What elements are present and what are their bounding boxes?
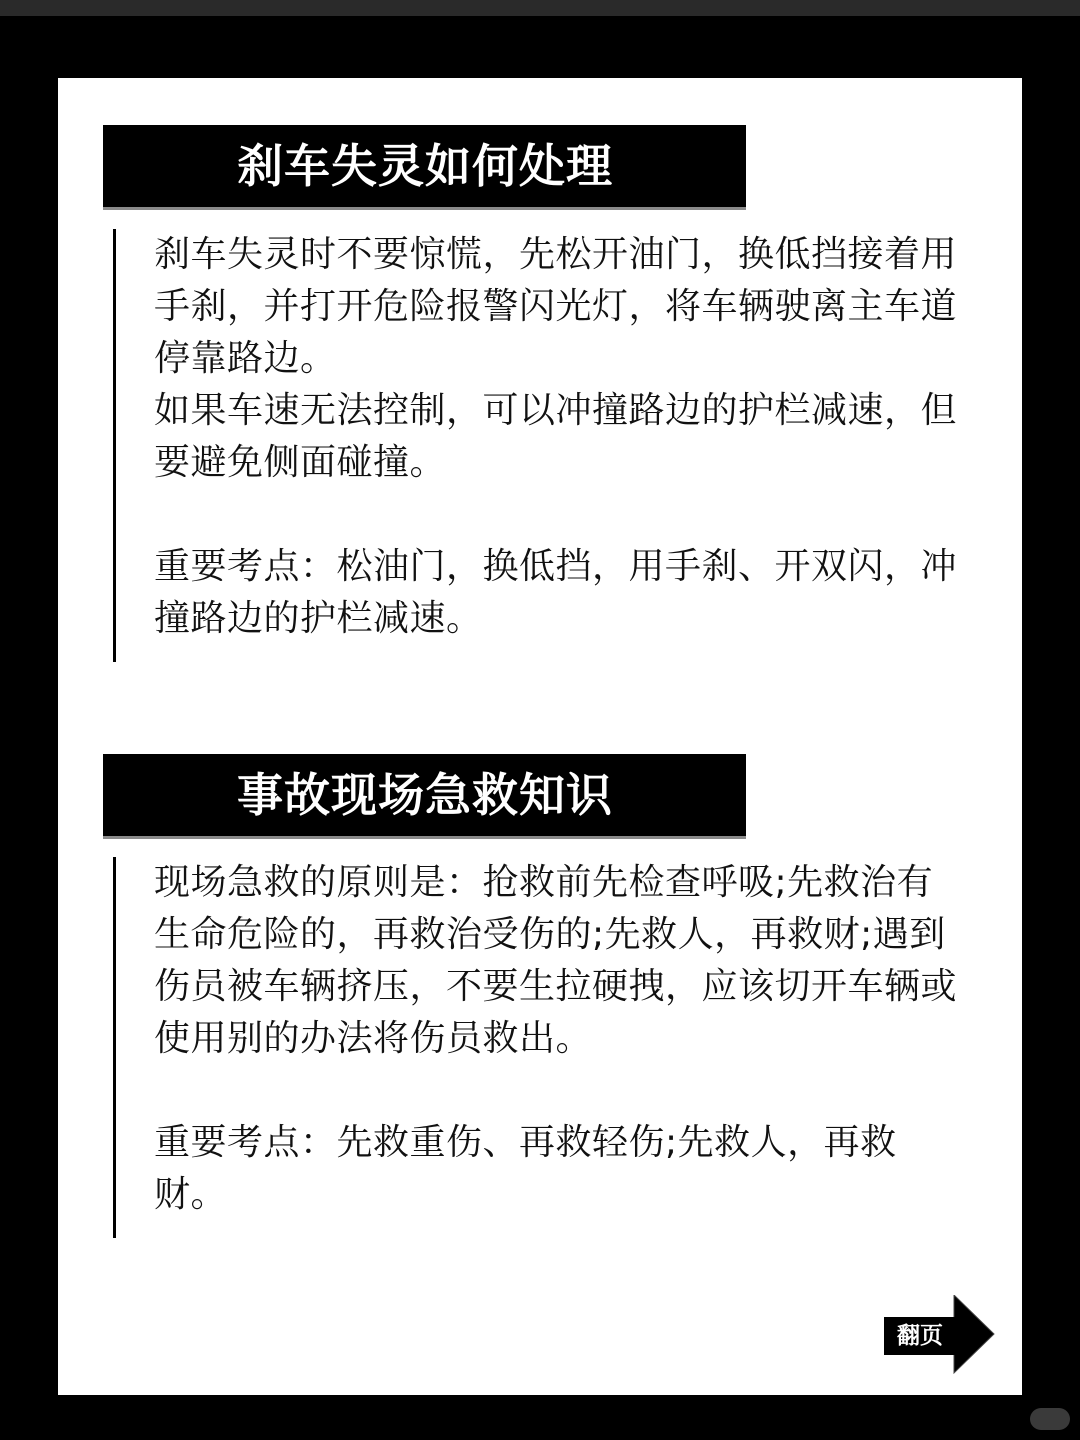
- watermark-logo-icon: [1030, 1408, 1070, 1430]
- paragraph-first-aid-principles: 现场急救的原则是：抢救前先检查呼吸;先救治有生命危险的，再救治受伤的;先救人，再救财;遇到伤员被车辆挤压，不要生拉硬拽，应该切开车辆或使用别的办法将伤员救出。: [154, 862, 958, 1059]
- paragraph-brake-collision: 如果车速无法控制，可以冲撞路边的护栏减速，但要避免侧面碰撞。: [154, 390, 958, 483]
- section-header-first-aid: [103, 754, 746, 836]
- section-left-rule: [113, 229, 116, 662]
- section-header-brake-failure: [103, 125, 746, 207]
- next-page-label: 翻页: [884, 1317, 956, 1355]
- paragraph-brake-key-points: 重要考点：松油门，换低挡，用手刹、开双闪，冲撞路边的护栏减速。: [154, 546, 958, 639]
- next-page-button[interactable]: [884, 1295, 996, 1375]
- top-status-strip: [0, 0, 1080, 16]
- section-title: 刹车失灵如何处理: [237, 139, 613, 193]
- section-body-brake-failure: [113, 229, 993, 662]
- section-left-rule: [113, 857, 116, 1238]
- content-card: [58, 78, 1022, 1395]
- paragraph-brake-instructions: 刹车失灵时不要惊慌，先松开油门，换低挡接着用手刹，并打开危险报警闪光灯，将车辆驶离主车道停靠路边。: [154, 234, 958, 379]
- paragraph-first-aid-key-points: 重要考点：先救重伤、再救轻伤;先救人，再救财。: [154, 1122, 897, 1215]
- section-body-first-aid: [113, 857, 993, 1238]
- section-title: 事故现场急救知识: [237, 768, 613, 822]
